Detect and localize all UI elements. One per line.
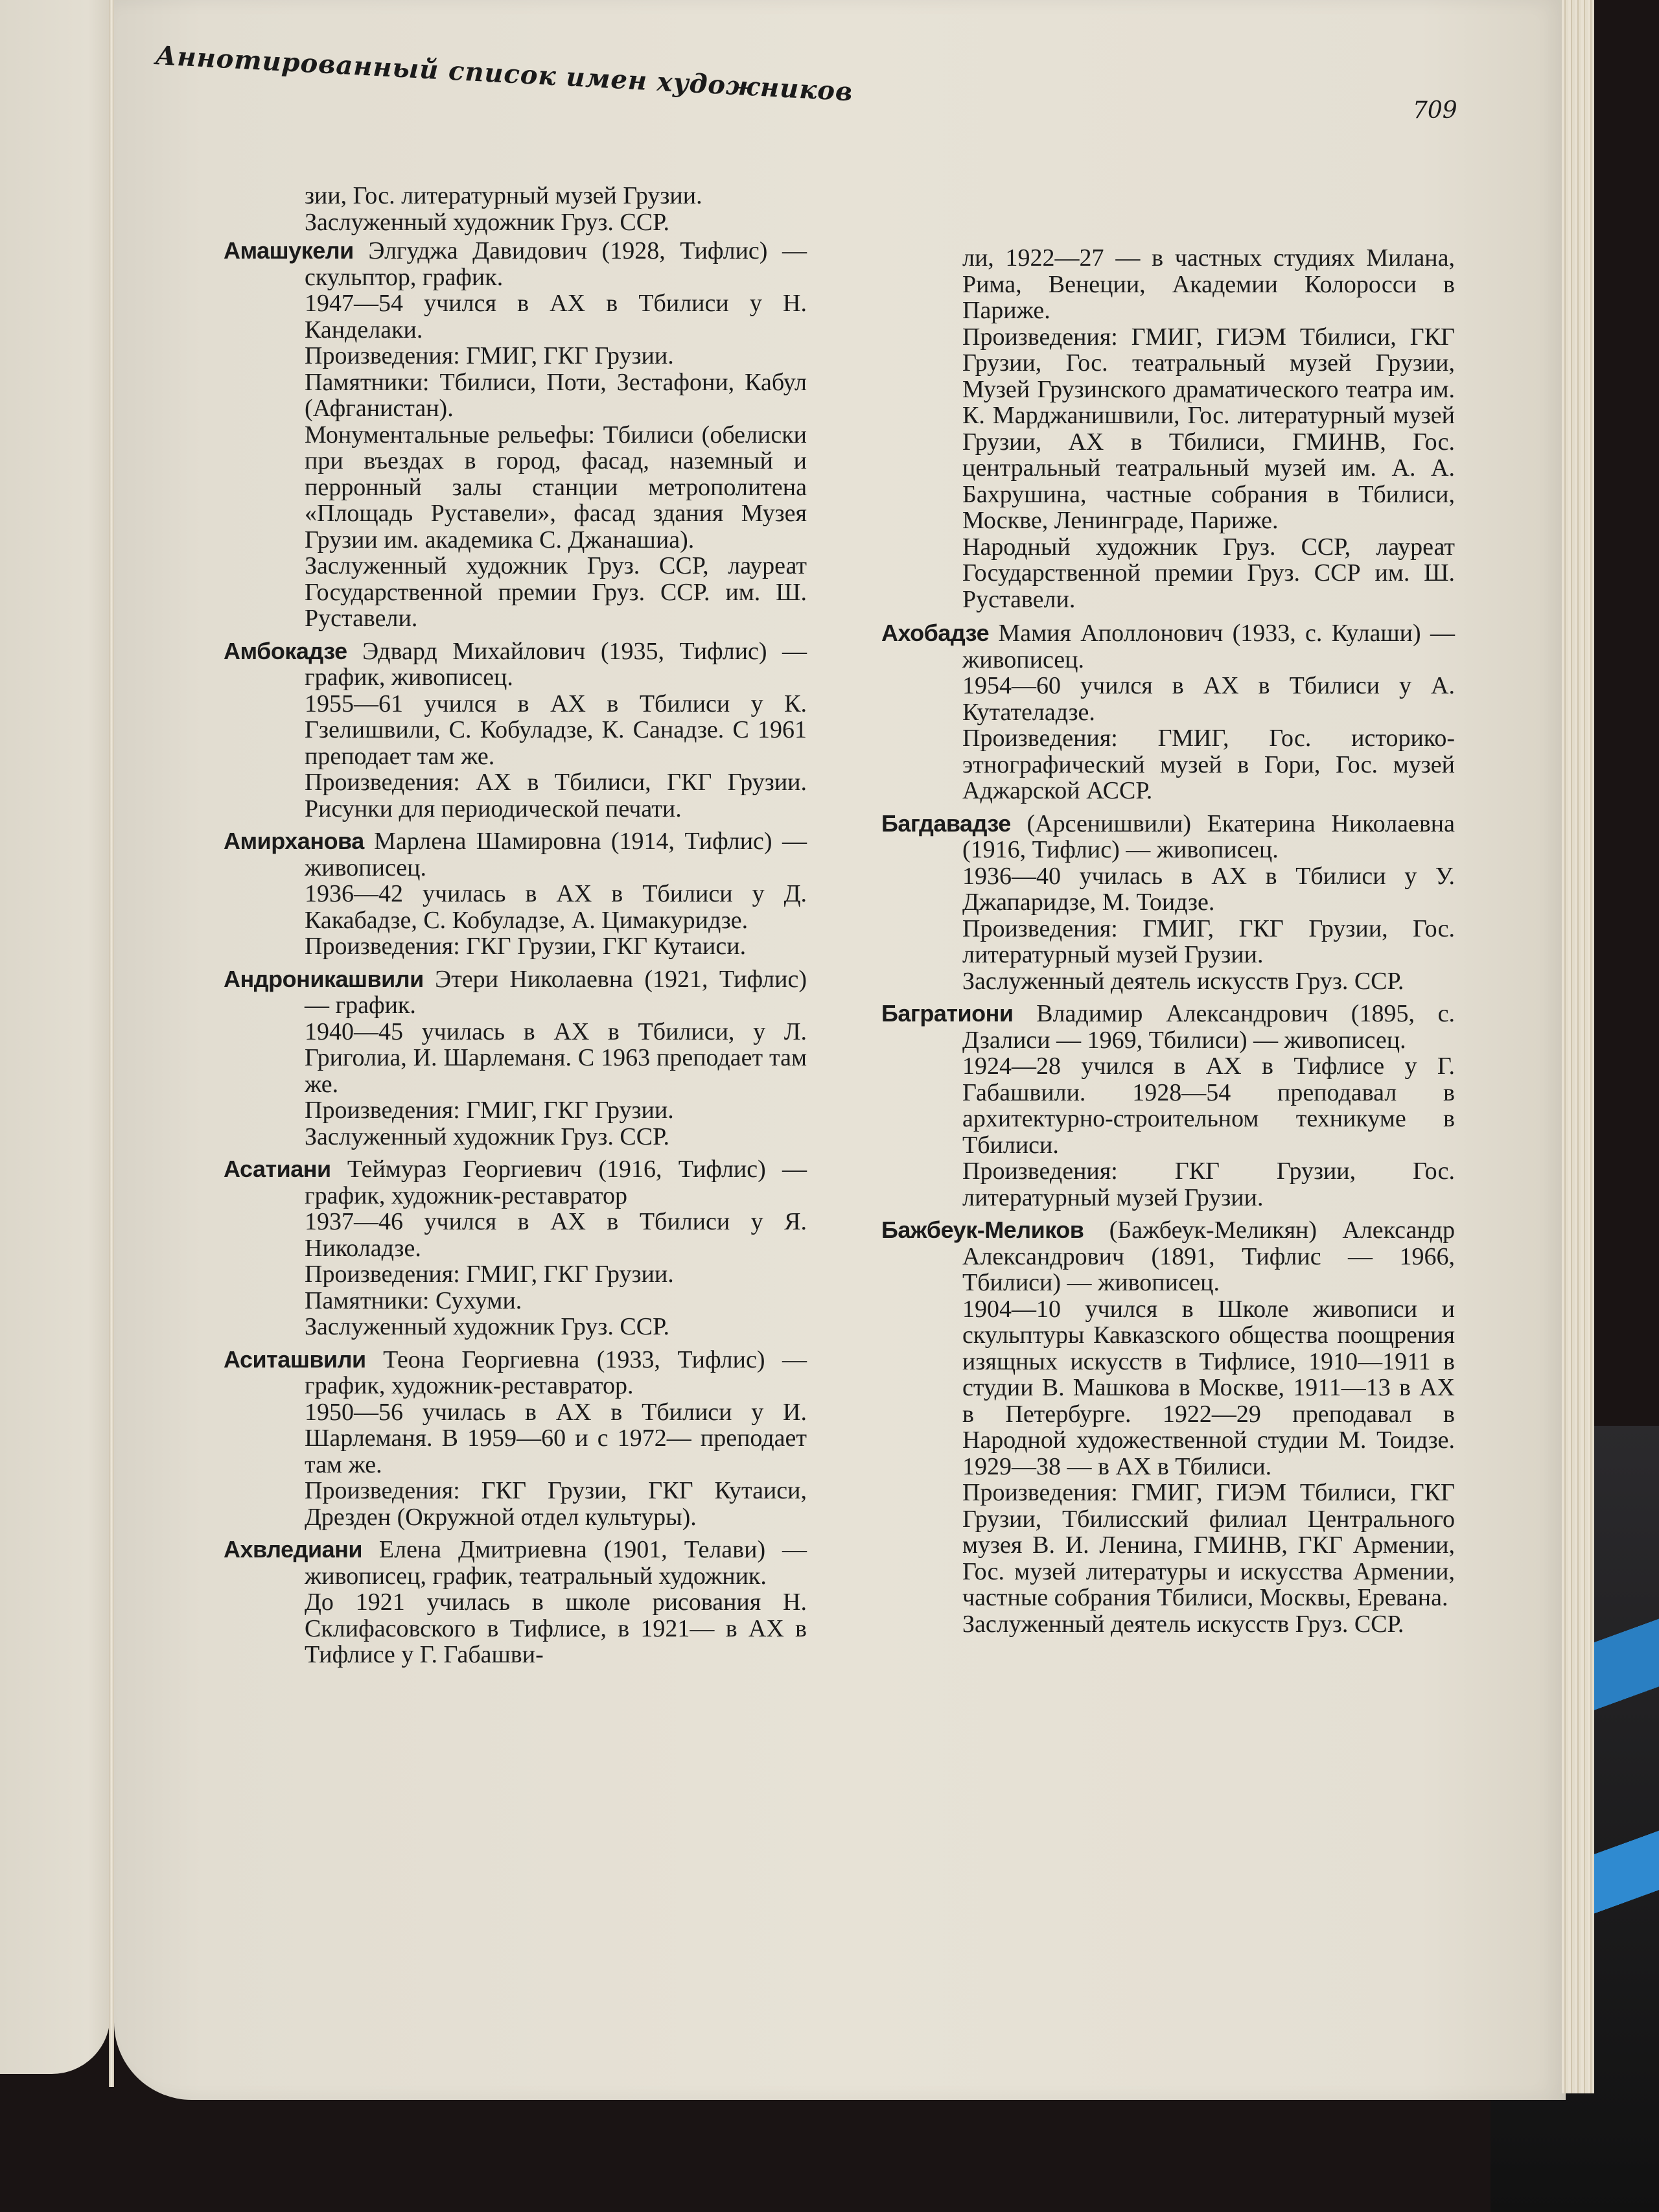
- running-title: Аннотированный список имен художников: [154, 40, 854, 108]
- artist-surname: Андроникашвили: [224, 965, 424, 992]
- entry-paragraph: 1904—10 учился в Школе живописи и скульптуры Кавказского общества поощрения изящных искусств в Тифлисе, 1910—1911 в студии В. Машкова в Москве, 1911—13 в АХ в Петербурге. 1922—29 преподавал в Народной художественной студии М. Тоидзе. 1929—38 — в АХ в Тбилиси.: [962, 1295, 1455, 1480]
- entry-heading-text: Теона Георгиевна (1933, Тифлис) — график, художник-реставратор.: [305, 1345, 807, 1399]
- entry-paragraph: 1936—40 училась в АХ в Тбилиси у У. Джапаридзе, М. Тоидзе.: [962, 862, 1455, 916]
- entry-heading: [881, 811, 1455, 863]
- entry-heading: [224, 1156, 807, 1209]
- entry-paragraph: Произведения: АХ в Тбилиси, ГКГ Грузии. Рисунки для периодической печати.: [305, 769, 807, 822]
- artist-entry: [224, 238, 807, 632]
- entry-paragraph: Произведения: ГМИГ, ГИЭМ Тбилиси, ГКГ Грузии, Тбилисский филиал Центрального музея В. И. Ленина, ГМИНВ, ГКГ Армении, Гос. музей литературы и искусства Армении, частные собрания Тбилиси, Москвы, Еревана.: [962, 1479, 1455, 1611]
- artist-entry: [881, 811, 1455, 995]
- entry-paragraph: 1954—60 учился в АХ в Тбилиси у А. Кутателадзе.: [962, 672, 1455, 726]
- artist-entry: [881, 1217, 1455, 1637]
- entry-heading-text: Мамия Аполлонович (1933, с. Кулаши) — живописец.: [962, 620, 1455, 673]
- entry-heading: [224, 638, 807, 691]
- entry-heading: [224, 828, 807, 881]
- entry-heading: [224, 238, 807, 290]
- entry-paragraph: 1950—56 училась в АХ в Тбилиси у И. Шарлеманя. В 1959—60 и с 1972— преподает там же.: [305, 1398, 807, 1478]
- entry-heading-text: Элгуджа Давидович (1928, Тифлис) — скульптор, график.: [305, 237, 807, 291]
- entry-heading: [224, 966, 807, 1019]
- continuation-text: ли, 1922—27 — в частных студиях Милана, Рима, Венеции, Академии Колоросси в Париже.: [962, 244, 1455, 324]
- entry-paragraph: 1940—45 училась в АХ в Тбилиси, у Л. Григолиа, И. Шарлеманя. С 1963 преподает там же.: [305, 1018, 807, 1098]
- artist-surname: Ахобадзе: [881, 620, 990, 646]
- book-spine: [109, 0, 114, 2087]
- entry-heading: [881, 1001, 1455, 1053]
- entry-heading-text: Елена Дмитриевна (1901, Телави) — живописец, график, театральный художник.: [305, 1536, 807, 1590]
- entry-paragraph: Произведения: ГМИГ, ГКГ Грузии.: [305, 1097, 674, 1124]
- entry-paragraph: Памятники: Сухуми.: [305, 1286, 522, 1314]
- artist-surname: Аситашвили: [224, 1345, 366, 1373]
- entry-paragraph: Заслуженный деятель искусств Груз. ССР.: [962, 967, 1404, 995]
- entry-heading-text: Марлена Шамировна (1914, Тифлис) — живописец.: [305, 828, 807, 881]
- continuation-text: зии, Гос. литературный музей Грузии.: [305, 182, 702, 209]
- entry-paragraph: Заслуженный художник Груз. ССР, лауреат Государственной премии Груз. ССР. им. Ш. Руставели.: [305, 552, 807, 632]
- entry-paragraph: Произведения: ГМИГ, Гос. историко-этнографический музей в Гори, Гос. музей Аджарской АССР.: [962, 725, 1455, 804]
- artist-entry: [224, 828, 807, 960]
- artist-surname: Асатиани: [224, 1156, 331, 1182]
- artist-surname: Багдавадзе: [881, 809, 1011, 837]
- entry-heading-text: (Арсенишвили) Екатерина Николаевна (1916, Тифлис) — живописец.: [962, 809, 1455, 863]
- entry-paragraph: 1924—28 учился в АХ в Тифлисе у Г. Габашвили. 1928—54 преподавал в архитектурно-строительном техникуме в Тбилиси.: [962, 1053, 1455, 1159]
- continuation-text: Народный художник Груз. ССР, лауреат Государственной премии Груз. ССР им. Ш. Руставели.: [962, 533, 1455, 613]
- entry-paragraph: Монументальные рельефы: Тбилиси (обелиски при въездах в город, фасад, наземный и перронный залы станции метрополитена «Площадь Руставели», фасад здания Музея Грузии им. академика С. Джанашиа).: [305, 421, 807, 553]
- left-page-edge: [0, 0, 110, 2074]
- entry-heading: [224, 1347, 807, 1399]
- entry-paragraph: Произведения: ГКГ Грузии, ГКГ Кутаиси, Дрезден (Окружной отдел культуры).: [305, 1477, 807, 1531]
- left-column: [224, 183, 807, 1675]
- entry-paragraph: Произведения: ГКГ Грузии, ГКГ Кутаиси.: [305, 933, 747, 960]
- entry-heading-text: (Бажбеук-Меликян) Александр Александрович (1891, Тифлис — 1966, Тбилиси) — живописец.: [962, 1217, 1455, 1296]
- right-column: [881, 245, 1455, 1644]
- artist-entry: [224, 638, 807, 822]
- artist-entry: [224, 966, 807, 1150]
- page-stack-edge: [1562, 0, 1594, 2093]
- entry-paragraph: 1937—46 учился в АХ в Тбилиси у Я. Николадзе.: [305, 1208, 807, 1262]
- entry-paragraph: Памятники: Тбилиси, Поти, Зестафони, Кабул (Афганистан).: [305, 368, 807, 422]
- entry-paragraph: Заслуженный художник Груз. ССР.: [305, 1313, 669, 1340]
- page-number: 709: [1413, 97, 1457, 124]
- entry-heading-text: Эдвард Михайлович (1935, Тифлис) — график, живописец.: [305, 637, 807, 691]
- artist-entry: [881, 620, 1455, 804]
- entry-heading-text: Этери Николаевна (1921, Тифлис) — график.: [305, 965, 807, 1019]
- entry-heading-text: Теймураз Георгиевич (1916, Тифлис) — график, художник-реставратор: [305, 1156, 807, 1209]
- artist-entry: [224, 1537, 807, 1668]
- entry-heading: [881, 620, 1455, 673]
- entry-paragraph: Произведения: ГКГ Грузии, Гос. литературный музей Грузии.: [962, 1158, 1455, 1211]
- artist-surname: Амашукели: [224, 237, 354, 264]
- artist-surname: Багратиони: [881, 1000, 1014, 1027]
- artist-entry: [881, 1001, 1455, 1211]
- artist-surname: Амбокадзе: [224, 637, 347, 664]
- entry-paragraph: До 1921 училась в школе рисования Н. Склифасовского в Тифлисе, в 1921— в АХ в Тифлисе у Г. Габашви-: [305, 1589, 807, 1668]
- entry-heading-text: Владимир Александрович (1895, с. Дзалиси — 1969, Тбилиси) — живописец.: [962, 1000, 1455, 1054]
- entry-paragraph: Заслуженный художник Груз. ССР.: [305, 1123, 669, 1150]
- artist-entry: [224, 1347, 807, 1531]
- entry-heading: [881, 1217, 1455, 1296]
- entry-paragraph: Произведения: ГМИГ, ГКГ Грузии.: [305, 1261, 674, 1288]
- entry-paragraph: 1936—42 училась в АХ в Тбилиси у Д. Какабадзе, С. Кобуладзе, А. Цимакуридзе.: [305, 880, 807, 934]
- entry-paragraph: Заслуженный деятель искусств Груз. ССР.: [962, 1610, 1404, 1638]
- artist-surname: Ахвледиани: [224, 1536, 362, 1563]
- entry-paragraph: 1947—54 учился в АХ в Тбилиси у Н. Канделаки.: [305, 290, 807, 343]
- artist-surname: Бажбеук-Меликов: [881, 1217, 1084, 1243]
- entry-heading: [224, 1537, 807, 1589]
- entry-paragraph: 1955—61 учился в АХ в Тбилиси у К. Гзелишвили, С. Кобуладзе, К. Санадзе. С 1961 преподает там же.: [305, 690, 807, 770]
- entry-paragraph: Произведения: ГМИГ, ГКГ Грузии, Гос. литературный музей Грузии.: [962, 914, 1455, 968]
- artist-surname: Амирханова: [224, 828, 364, 854]
- artist-entry: [224, 1156, 807, 1340]
- continuation-text: Произведения: ГМИГ, ГИЭМ Тбилиси, ГКГ Грузии, Гос. театральный музей Грузии, Музей Грузинского драматического театра им. К. Марджанишвили, Гос. литературный музей Грузии, АХ в Тбилиси, ГМИНВ, Гос. центральный театральный музей им. А. А. Бахрушина, частные собрания в Тбилиси, Москве, Ленинграде, Париже.: [962, 323, 1455, 534]
- entry-paragraph: Произведения: ГМИГ, ГКГ Грузии.: [305, 342, 674, 369]
- continuation-text: Заслуженный художник Груз. ССР.: [305, 208, 669, 236]
